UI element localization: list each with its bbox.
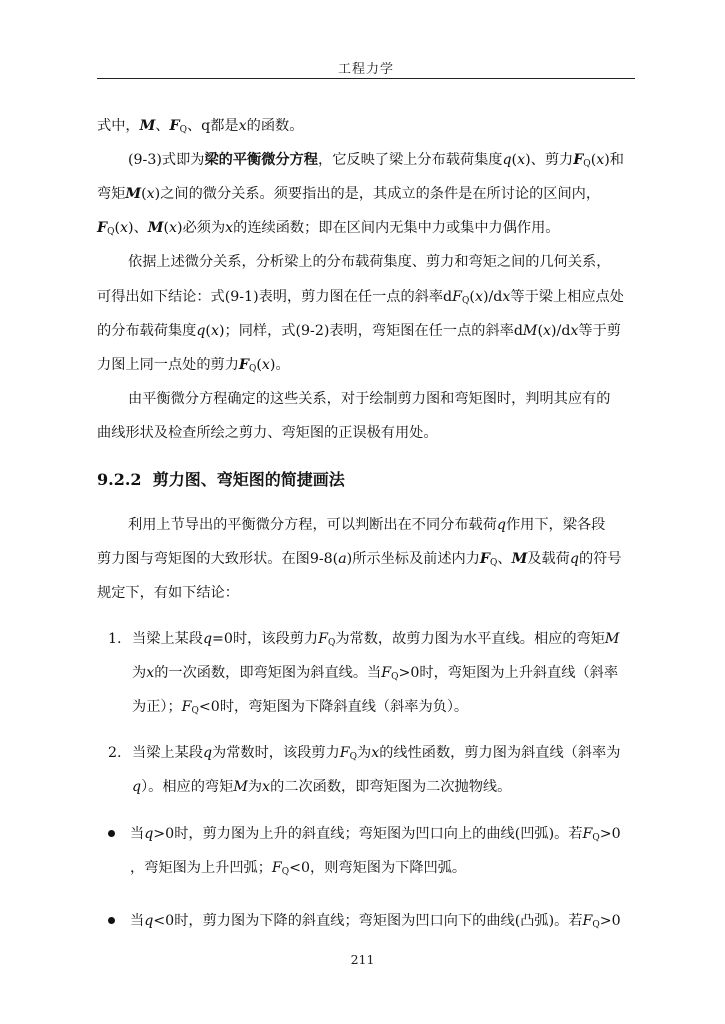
symbol-x: x [225, 220, 234, 236]
text: 剪力图与弯矩图的大致形状。在图9-8( [97, 551, 339, 567]
text: 为常数，故剪力图为水平直线。相应的弯矩 [335, 631, 605, 647]
text: )之间的微分关系。须要指出的是，其成立的条件是在所讨论的区间内， [154, 186, 601, 202]
text: ( [537, 323, 543, 339]
section-title: 剪力图、弯矩图的简捷画法 [152, 470, 345, 489]
header-rule [97, 78, 635, 79]
symbol-F: F [573, 152, 584, 168]
symbol-q: q [144, 913, 154, 929]
symbol-x: x [210, 323, 219, 339]
para3-line2 [97, 287, 624, 307]
para1-line1 [97, 116, 303, 136]
text: 为常数时，该段剪力 [212, 745, 340, 761]
text: <0时，剪力图为下降的斜直线；弯矩图为凹口向下的曲线(凸弧)。若 [153, 913, 583, 929]
text: 的分布载荷集度 [97, 323, 197, 339]
bullet-dot [108, 830, 115, 837]
bullet1-line2 [130, 858, 466, 878]
symbol-x: x [146, 665, 155, 681]
list-number: 2. [108, 745, 122, 761]
para4-line2: 曲线形状及检查所绘之剪力、弯矩图的正误极有用处。 [97, 425, 438, 441]
subscript-Q: Q [349, 752, 357, 762]
subscript-Q: Q [327, 638, 336, 648]
symbol-x: x [517, 152, 526, 168]
symbol-q: q [196, 323, 206, 339]
text: 的连续函数；即在区间内无集中力或集中力偶作用。 [233, 220, 560, 236]
text: 弯矩 [97, 186, 126, 202]
bullet2-line1 [130, 911, 621, 931]
section-heading [97, 467, 345, 490]
symbol-M: M [147, 220, 164, 236]
subscript-Q: Q [191, 706, 199, 716]
text: =0时，该段剪力 [212, 631, 319, 647]
text: )/d [551, 323, 571, 339]
text: )和 [604, 152, 624, 168]
subscript-Q: Q [489, 558, 498, 568]
symbol-x: x [120, 220, 129, 236]
running-header: 工程力学 [337, 62, 394, 77]
symbol-x: x [262, 779, 271, 795]
symbol-F: F [479, 551, 490, 567]
symbol-M: M [522, 323, 538, 339]
text: 当 [130, 826, 145, 842]
text: 、q都是 [186, 118, 239, 134]
symbol-F: F [181, 699, 192, 715]
para4-line1: 由平衡微分方程确定的这些关系，对于绘制剪力图和弯矩图时，判明其应有的 [128, 391, 611, 407]
section-number: 9.2.2 [97, 470, 142, 489]
symbol-a: a [338, 551, 347, 567]
text: 、 [497, 551, 512, 567]
subscript-Q: Q [391, 672, 399, 682]
symbol-F: F [271, 860, 282, 876]
symbol-q: q [202, 745, 213, 761]
symbol-M: M [233, 779, 248, 795]
text: ( [141, 186, 147, 202]
text: 利用上节导出的平衡微分方程，可以判断出在不同分布载荷 [128, 517, 497, 533]
symbol-M: M [139, 118, 156, 134]
text: 可得出如下结论：式(9-1)表明，剪力图在任一点的斜率d [97, 289, 453, 305]
text: )必须为 [177, 220, 226, 236]
symbol-x: x [596, 152, 605, 168]
text: 的一次函数，即弯矩图为斜直线。当 [154, 665, 382, 681]
text: )。 [269, 357, 290, 373]
symbol-x: x [146, 186, 155, 202]
text: 的符号 [578, 551, 622, 567]
text: 的线性函数，剪力图为斜直线（斜率为 [379, 745, 621, 761]
text: (9-3)式即为 [128, 152, 205, 168]
symbol-x: x [474, 289, 483, 305]
subscript-Q: Q [281, 867, 290, 877]
text: <0时，弯矩图为下降斜直线（斜率为负）。 [198, 699, 469, 715]
item1-line2 [132, 663, 618, 683]
text: 式中， [97, 118, 140, 134]
symbol-x: x [570, 323, 579, 339]
text: )；同样，式(9-2)表明，弯矩图在任一点的斜率d [218, 323, 523, 339]
text: )/d [482, 289, 503, 305]
text: 当 [130, 913, 145, 929]
item2-line1 [132, 743, 620, 763]
symbol-F: F [238, 357, 249, 373]
text: 为 [132, 665, 147, 681]
subscript-Q: Q [179, 125, 187, 135]
symbol-M: M [125, 186, 142, 202]
symbol-q: q [502, 152, 512, 168]
text: 等于梁上相应点处 [510, 289, 624, 305]
para3-line3 [97, 321, 621, 341]
para2-line2 [97, 184, 600, 204]
para3-line1: 依据上述微分关系，分析梁上的分布载荷集度、剪力和弯矩之间的几何关系， [128, 254, 611, 270]
text: 当梁上某段 [132, 631, 203, 647]
text: >0时，弯矩图为上升斜直线（斜率 [398, 665, 619, 681]
text: ，弯矩图为上升凹弧； [130, 860, 272, 876]
subscript-Q: Q [592, 920, 600, 930]
subscript-Q: Q [107, 227, 115, 237]
text: >0 [599, 913, 621, 929]
item1-line3 [132, 697, 468, 717]
text: 及载荷 [527, 551, 570, 567]
symbol-F: F [452, 289, 462, 305]
text: 当梁上某段 [132, 745, 203, 761]
text: ，它反映了梁上分布载荷集度 [318, 152, 503, 168]
text: )所示坐标及前述内力 [346, 551, 480, 567]
para2-line3 [97, 218, 560, 238]
subscript-Q: Q [583, 159, 591, 169]
list-number: 1. [108, 631, 122, 647]
symbol-F: F [97, 220, 108, 236]
symbol-x: x [371, 745, 380, 761]
symbol-F: F [582, 826, 593, 842]
text: ( [114, 220, 121, 236]
text: ）。相应的弯矩 [141, 779, 234, 795]
symbol-q: q [202, 631, 213, 647]
symbol-q: q [144, 826, 154, 842]
text: )、剪力 [525, 152, 574, 168]
symbol-M: M [604, 631, 620, 647]
text: ( [256, 357, 262, 373]
symbol-x: x [238, 118, 247, 134]
text: ( [205, 323, 211, 339]
para5-line2 [97, 549, 622, 569]
symbol-F: F [169, 118, 180, 134]
subscript-Q: Q [462, 296, 470, 306]
text: 的二次函数，即弯矩图为二次抛物线。 [270, 779, 512, 795]
bullet1-line1 [130, 824, 621, 844]
text: 为 [247, 779, 263, 795]
text: ( [469, 289, 475, 305]
para5-line3: 规定下，有如下结论： [97, 585, 239, 601]
para3-line4 [97, 355, 290, 375]
symbol-F: F [381, 665, 392, 681]
symbol-F: F [318, 631, 328, 647]
text: <0，则弯矩图为下降凹弧。 [289, 860, 467, 876]
symbol-q: q [132, 779, 142, 795]
text: )、 [128, 220, 148, 236]
bullet-dot [108, 917, 115, 924]
text: 、 [155, 118, 170, 134]
symbol-M: M [511, 551, 528, 567]
text: 的函数。 [246, 118, 304, 134]
text: ( [590, 152, 597, 168]
symbol-q: q [496, 517, 506, 533]
text: 力图上同一点处的剪力 [97, 357, 239, 373]
text: 等于剪 [578, 323, 621, 339]
symbol-F: F [339, 745, 350, 761]
bold-term: 梁的平衡微分方程 [204, 152, 318, 168]
subscript-Q: Q [592, 833, 600, 843]
item1-line1 [132, 629, 619, 649]
symbol-x: x [502, 289, 511, 305]
symbol-x: x [542, 323, 551, 339]
symbol-x: x [169, 220, 178, 236]
text: >0 [599, 826, 621, 842]
subscript-Q: Q [248, 364, 257, 374]
text: ( [163, 220, 170, 236]
page-number: 211 [350, 952, 375, 967]
text: 作用下，梁各段 [505, 517, 606, 533]
symbol-x: x [261, 357, 270, 373]
item2-line2 [132, 777, 511, 797]
text: >0时，剪力图为上升的斜直线；弯矩图为凹口向上的曲线(凹弧)。若 [153, 826, 583, 842]
para5-line1 [128, 515, 605, 535]
text: 为 [357, 745, 372, 761]
symbol-F: F [582, 913, 593, 929]
text: ( [511, 152, 518, 168]
symbol-q: q [569, 551, 579, 567]
text: 为正）； [132, 699, 182, 715]
para2-line1 [128, 150, 624, 170]
